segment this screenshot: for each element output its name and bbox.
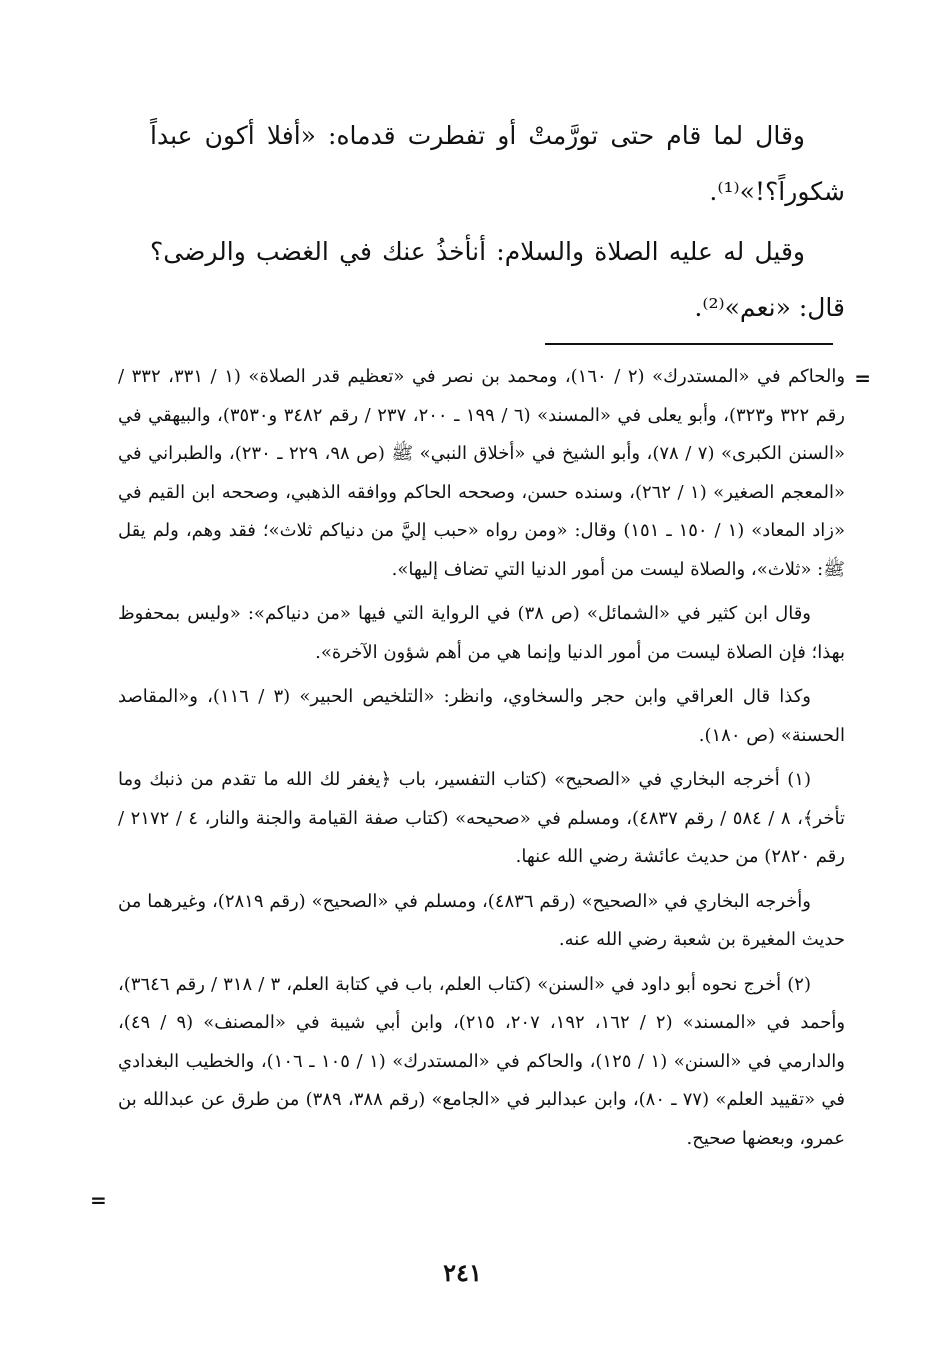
footnote-continuation-1: والحاكم في «المستدرك» (٢ / ١٦٠)، ومحمد بن نصر في «تعظيم قدر الصلاة» (١ / ٣٣١، ٣٣٢ / رقم ٣٢٢ و٣٢٣)، وأبو يعلى في «المسند» (٦ / ١٩٩ ـ ٢٠٠، ٢٣٧ / رقم ٣٤٨٢ و٣٥٣٠)، والبيهقي في «السنن الكبرى» (٧ / ٧٨)، وأبو الشيخ في «أخلاق النبي» ﷺ (ص ٩٨، ٢٢٩ ـ ٢٣٠)، والطبراني في «المعجم الصغير» (١ / ٢٦٢)، وسنده حسن، وصححه الحاكم ووافقه الذهبي، وصححه ابن القيم في «زاد المعاد» (١ / ١٥٠ ـ ١٥١) وقال: «ومن رواه «حبب إليَّ من دنياكم ثلاث»؛ فقد وهم، ولم يقل ﷺ: «ثلاث»، والصلاة ليست من أمور الدنيا التي تضاف إليها». (118, 366, 846, 580)
continued-on-next-mark: = (90, 1188, 107, 1212)
continued-from-previous-mark: = (854, 366, 871, 390)
footnote-continuation-2: وقال ابن كثير في «الشمائل» (ص ٣٨) في الرواية التي فيها «من دنياكم»: «وليس بمحفوظ بهذا؛ فإن الصلاة ليست من أمور الدنيا وإنما هي من أهم شؤون الآخرة». (118, 603, 845, 663)
footnotes-section (118, 358, 845, 1164)
footnote-1: (١) أخرجه البخاري في «الصحيح» (كتاب التفسير، باب ﴿يغفر لك الله ما تقدم من ذنبك وما تأخر﴾، ٨ / ٥٨٤ / رقم ٤٨٣٧)، ومسلم في «صحيحه» (كتاب صفة القيامة والجنة والنار، ٤ / ٢١٧٢ / رقم ٢٨٢٠) من حديث عائشة رضي الله عنها. (118, 769, 845, 867)
footnote-1-additional: وأخرجه البخاري في «الصحيح» (رقم ٤٨٣٦)، ومسلم في «الصحيح» (رقم ٢٨١٩)، وغيرهما من حديث المغيرة بن شعبة رضي الله عنه. (118, 890, 845, 950)
page-number: ٢٤١ (443, 1258, 482, 1287)
footnote-continuation-3: وكذا قال العراقي وابن حجر والسخاوي، وانظر: «التلخيص الحبير» (٣ / ١١٦)، و«المقاصد الحسنة» (ص ١٨٠). (118, 686, 845, 746)
footnote-separator (545, 343, 833, 345)
main-paragraph-2: وقيل له عليه الصلاة والسلام: أنأخذُ عنك في الغضب والرضى؟ قال: «نعم»⁽²⁾. (150, 237, 845, 322)
footnote-2: (٢) أخرج نحوه أبو داود في «السنن» (كتاب العلم، باب في كتابة العلم، ٣ / ٣١٨ / رقم ٣٦٤٦)، وأحمد في «المسند» (٢ / ١٦٢، ١٩٢، ٢٠٧، ٢١٥)، وابن أبي شيبة في «المصنف» (٩ / ٤٩)، والدارمي في «السنن» (١ / ١٢٥)، والحاكم في «المستدرك» (١ / ١٠٥ ـ ١٠٦)، والخطيب البغدادي في «تقييد العلم» (٧٧ ـ ٨٠)، وابن عبدالبر في «الجامع» (رقم ٣٨٨، ٣٨٩) من طرق عن عبدالله بن عمرو، وبعضها صحيح. (118, 973, 846, 1149)
main-text-body (150, 108, 845, 340)
main-paragraph-1: وقال لما قام حتى تورَّمتْ أو تفطرت قدماه: «أفلا أكون عبداً شكوراً؟!»⁽¹⁾. (150, 121, 845, 206)
